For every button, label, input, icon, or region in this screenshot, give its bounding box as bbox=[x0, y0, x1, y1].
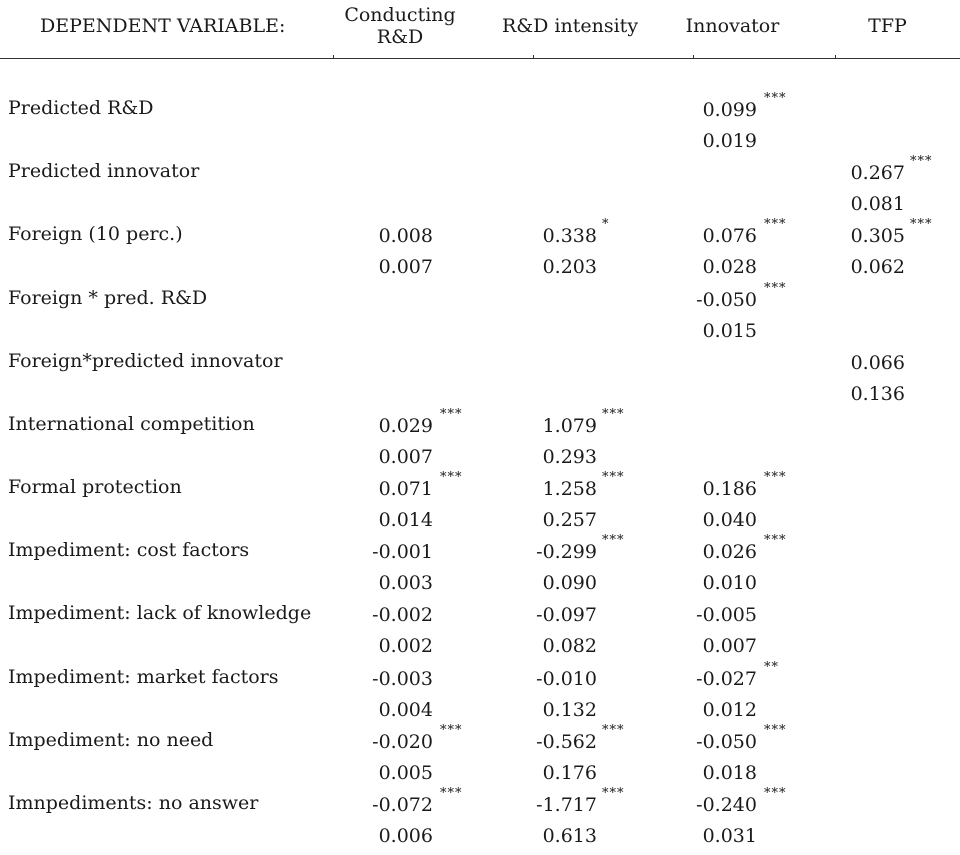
coefficient-value: -0.003 bbox=[372, 668, 433, 690]
coefficient-value: 0.338 bbox=[542, 225, 597, 247]
standard-error-value: 0.007 bbox=[702, 635, 757, 657]
row-label: Foreign (10 perc.) bbox=[8, 223, 183, 245]
significance-stars: *** bbox=[602, 407, 625, 422]
standard-error-value: 0.613 bbox=[542, 825, 597, 847]
coefficient-value: 0.305 bbox=[850, 225, 905, 247]
significance-stars: *** bbox=[764, 533, 787, 548]
coefficient-value: 0.008 bbox=[378, 225, 433, 247]
coefficient-value: 0.099 bbox=[702, 99, 757, 121]
row-label: Impediment: lack of knowledge bbox=[8, 602, 312, 624]
standard-error-value: 0.293 bbox=[542, 446, 597, 468]
coefficient-value: -0.050 bbox=[696, 289, 757, 311]
significance-stars: *** bbox=[602, 470, 625, 485]
row-label: Predicted R&D bbox=[8, 97, 154, 119]
coefficient-value: -1.717 bbox=[536, 794, 597, 816]
standard-error-value: 0.028 bbox=[702, 256, 757, 278]
standard-error-value: 0.090 bbox=[542, 572, 597, 594]
significance-stars: ** bbox=[764, 660, 779, 675]
header-innovator: Innovator bbox=[685, 15, 780, 37]
row-label: International competition bbox=[8, 413, 255, 435]
table-row bbox=[0, 407, 960, 476]
standard-error-value: 0.081 bbox=[850, 193, 905, 215]
coefficient-value: 0.066 bbox=[850, 352, 905, 374]
table-row bbox=[0, 786, 960, 855]
header-tfp: TFP bbox=[868, 15, 907, 37]
coefficient-value: 0.071 bbox=[378, 478, 433, 500]
header-rd-intensity: R&D intensity bbox=[501, 15, 639, 37]
table-row bbox=[0, 660, 960, 729]
standard-error-value: 0.006 bbox=[378, 825, 433, 847]
standard-error-value: 0.005 bbox=[378, 762, 433, 784]
table-row bbox=[0, 154, 960, 223]
standard-error-value: 0.015 bbox=[702, 320, 757, 342]
header-conducting-rd-line1: Conducting bbox=[344, 4, 456, 26]
coefficient-value: -0.562 bbox=[536, 731, 597, 753]
header-tick bbox=[533, 55, 534, 59]
dependent-variable-header: DEPENDENT VARIABLE: bbox=[40, 15, 286, 37]
significance-stars: *** bbox=[602, 723, 625, 738]
standard-error-value: 0.040 bbox=[702, 509, 757, 531]
table-row bbox=[0, 601, 960, 665]
significance-stars: *** bbox=[910, 154, 933, 169]
significance-stars: *** bbox=[602, 533, 625, 548]
coefficient-value: 0.267 bbox=[850, 162, 905, 184]
table-row bbox=[0, 533, 960, 602]
coefficient-value: -0.027 bbox=[696, 668, 757, 690]
significance-stars: *** bbox=[602, 786, 625, 801]
significance-stars: *** bbox=[764, 91, 787, 106]
coefficient-value: -0.010 bbox=[536, 668, 597, 690]
standard-error-value: 0.014 bbox=[378, 509, 433, 531]
row-label: Foreign * pred. R&D bbox=[8, 287, 208, 309]
standard-error-value: 0.082 bbox=[542, 635, 597, 657]
standard-error-value: 0.019 bbox=[702, 130, 757, 152]
table-row bbox=[0, 723, 960, 792]
coefficient-value: -0.299 bbox=[536, 541, 597, 563]
standard-error-value: 0.018 bbox=[702, 762, 757, 784]
row-label: Predicted innovator bbox=[8, 160, 200, 182]
significance-stars: *** bbox=[764, 470, 787, 485]
coefficient-value: 1.258 bbox=[542, 478, 597, 500]
standard-error-value: 0.007 bbox=[378, 256, 433, 278]
coefficient-value: -0.001 bbox=[372, 541, 433, 563]
standard-error-value: 0.012 bbox=[702, 699, 757, 721]
table-row bbox=[0, 217, 960, 286]
significance-stars: *** bbox=[764, 786, 787, 801]
significance-stars: *** bbox=[440, 470, 463, 485]
header-conducting-rd-line2: R&D bbox=[376, 26, 424, 48]
coefficient-value: 1.079 bbox=[542, 415, 597, 437]
standard-error-value: 0.002 bbox=[378, 635, 433, 657]
standard-error-value: 0.031 bbox=[702, 825, 757, 847]
standard-error-value: 0.132 bbox=[542, 699, 597, 721]
row-label: Impediment: cost factors bbox=[8, 539, 250, 561]
significance-stars: *** bbox=[440, 407, 463, 422]
standard-error-value: 0.062 bbox=[850, 256, 905, 278]
standard-error-value: 0.136 bbox=[850, 383, 905, 405]
standard-error-value: 0.176 bbox=[542, 762, 597, 784]
coefficient-value: -0.020 bbox=[372, 731, 433, 753]
significance-stars: *** bbox=[440, 723, 463, 738]
table-row bbox=[0, 349, 960, 413]
coefficient-value: -0.005 bbox=[696, 604, 757, 626]
header-conducting-rd bbox=[340, 4, 460, 48]
significance-stars: *** bbox=[764, 723, 787, 738]
coefficient-value: 0.026 bbox=[702, 541, 757, 563]
standard-error-value: 0.010 bbox=[702, 572, 757, 594]
row-label: Foreign*predicted innovator bbox=[8, 350, 283, 372]
row-label: Formal protection bbox=[8, 476, 182, 498]
standard-error-value: 0.203 bbox=[542, 256, 597, 278]
table-row bbox=[0, 470, 960, 539]
header-rule bbox=[0, 58, 960, 59]
standard-error-value: 0.007 bbox=[378, 446, 433, 468]
significance-stars: *** bbox=[910, 217, 933, 232]
coefficient-value: 0.186 bbox=[702, 478, 757, 500]
row-label: Impediment: no need bbox=[8, 729, 214, 751]
header-tick bbox=[835, 55, 836, 59]
coefficient-value: 0.076 bbox=[702, 225, 757, 247]
coefficient-value: -0.072 bbox=[372, 794, 433, 816]
row-label: Impediment: market factors bbox=[8, 666, 279, 688]
standard-error-value: 0.003 bbox=[378, 572, 433, 594]
table-row bbox=[0, 91, 960, 160]
table-row bbox=[0, 281, 960, 350]
coefficient-value: -0.097 bbox=[536, 604, 597, 626]
header-tick bbox=[333, 55, 334, 59]
standard-error-value: 0.257 bbox=[542, 509, 597, 531]
significance-stars: *** bbox=[440, 786, 463, 801]
coefficient-value: -0.240 bbox=[696, 794, 757, 816]
significance-stars: *** bbox=[764, 281, 787, 296]
header-tick bbox=[693, 55, 694, 59]
coefficient-value: -0.002 bbox=[372, 604, 433, 626]
coefficient-value: 0.029 bbox=[378, 415, 433, 437]
standard-error-value: 0.004 bbox=[378, 699, 433, 721]
significance-stars: *** bbox=[764, 217, 787, 232]
significance-stars: * bbox=[602, 217, 610, 232]
coefficient-value: -0.050 bbox=[696, 731, 757, 753]
row-label: Imnpediments: no answer bbox=[8, 792, 259, 814]
